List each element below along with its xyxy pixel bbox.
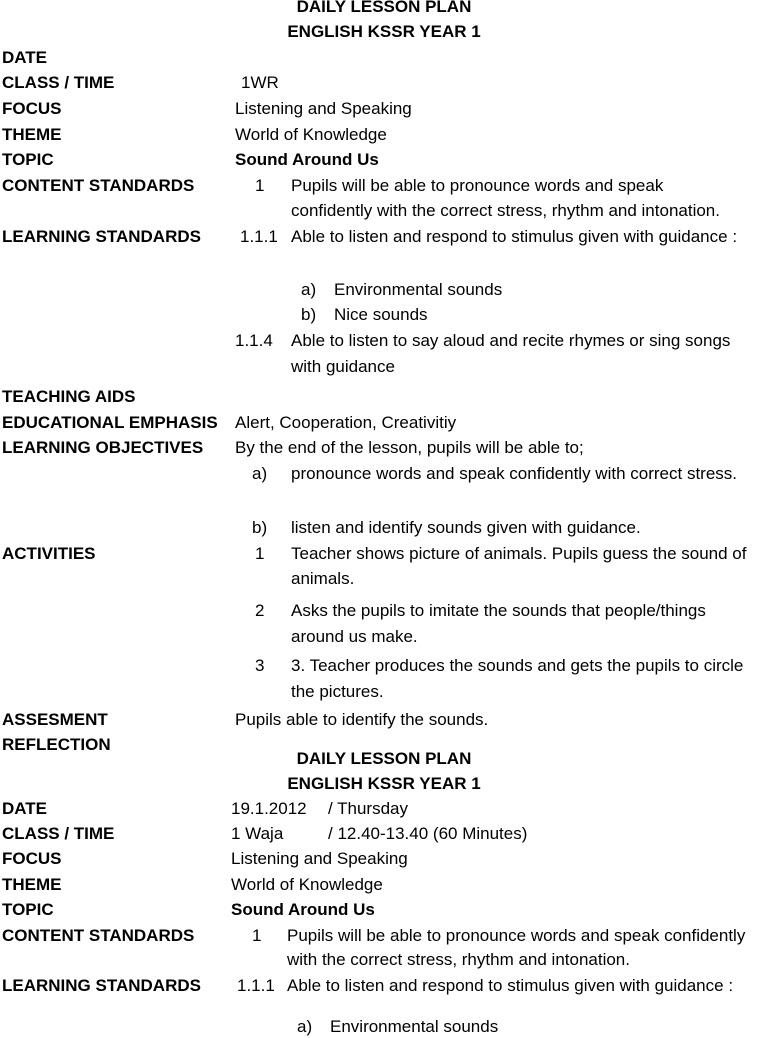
plan1-ls1-item-b: Nice sounds	[334, 305, 428, 324]
plan2-label-learning-standards: LEARNING STANDARDS	[2, 976, 201, 995]
plan1-ls2-number: 1.1.4	[235, 331, 273, 350]
plan2-label-topic: TOPIC	[2, 900, 54, 919]
plan1-activity-2-line2: around us make.	[291, 627, 418, 646]
plan1-objective-b-marker: b)	[252, 518, 268, 537]
plan1-label-learning-objectives: LEARNING OBJECTIVES	[2, 438, 204, 457]
plan1-label-assessment: ASSESMENT	[2, 710, 108, 729]
plan2-label-theme: THEME	[2, 875, 62, 894]
plan1-activity-3-line2: the pictures.	[291, 682, 384, 701]
plan1-class-time: 1WR	[241, 73, 279, 92]
plan2-date: 19.1.2012	[231, 799, 307, 818]
plan1-label-teaching-aids: TEACHING AIDS	[2, 387, 136, 406]
plan2-label-content-standards: CONTENT STANDARDS	[2, 926, 195, 945]
plan2-content-standard-line1: Pupils will be able to pronounce words and speak confidently	[287, 926, 746, 945]
plan1-focus: Listening and Speaking	[235, 99, 412, 118]
plan2-ls1-text: Able to listen and respond to stimulus given with guidance :	[287, 976, 734, 995]
plan1-objective-a: pronounce words and speak confidently with correct stress.	[291, 464, 738, 483]
plan1-label-date: DATE	[2, 48, 48, 67]
plan2-title: DAILY LESSON PLAN	[296, 749, 472, 768]
plan2-day: / Thursday	[328, 799, 409, 818]
plan2-label-class-time: CLASS / TIME	[2, 824, 115, 843]
plan2-time: / 12.40-13.40 (60 Minutes)	[328, 824, 528, 843]
plan1-objectives-intro: By the end of the lesson, pupils will be able to;	[235, 438, 584, 457]
plan1-label-educational-emphasis: EDUCATIONAL EMPHASIS	[2, 413, 218, 432]
plan1-content-standard-number: 1	[255, 176, 265, 195]
plan2-focus: Listening and Speaking	[231, 849, 408, 868]
plan1-label-theme: THEME	[2, 125, 62, 144]
plan2-topic: Sound Around Us	[231, 900, 375, 919]
plan1-label-topic: TOPIC	[2, 150, 54, 169]
plan1-activity-3-line1: 3. Teacher produces the sounds and gets the pupils to circle	[291, 656, 744, 675]
plan1-ls1-number: 1.1.1	[240, 227, 278, 246]
plan1-ls1-text: Able to listen and respond to stimulus given with guidance :	[291, 227, 738, 246]
plan1-ls1-item-a-marker: a)	[301, 280, 317, 299]
plan1-objective-a-marker: a)	[252, 464, 268, 483]
plan1-subtitle: ENGLISH KSSR YEAR 1	[287, 22, 481, 41]
plan1-activity-1-line2: animals.	[291, 569, 355, 588]
plan2-label-focus: FOCUS	[2, 849, 62, 868]
plan2-content-standard-line2: with the correct stress, rhythm and intonation.	[287, 950, 630, 969]
plan2-ls1-item-a: Environmental sounds	[330, 1017, 499, 1036]
plan1-ls2-line2: with guidance	[291, 357, 395, 376]
plan1-label-focus: FOCUS	[2, 99, 62, 118]
plan1-topic: Sound Around Us	[235, 150, 379, 169]
plan1-theme: World of Knowledge	[235, 125, 387, 144]
plan1-ls1-item-a: Environmental sounds	[334, 280, 503, 299]
plan1-educational-emphasis: Alert, Cooperation, Creativitiy	[235, 413, 457, 432]
plan2-subtitle: ENGLISH KSSR YEAR 1	[287, 774, 481, 793]
plan1-activity-1-number: 1	[255, 544, 265, 563]
plan2-class: 1 Waja	[231, 824, 284, 843]
plan2-ls1-item-a-marker: a)	[297, 1017, 313, 1036]
plan1-ls2-line1: Able to listen to say aloud and recite rhymes or sing songs	[291, 331, 731, 350]
plan2-theme: World of Knowledge	[231, 875, 383, 894]
plan1-objective-b: listen and identify sounds given with guidance.	[291, 518, 641, 537]
plan1-label-class-time: CLASS / TIME	[2, 73, 115, 92]
plan1-activity-3-number: 3	[255, 656, 265, 675]
plan2-content-standard-number: 1	[252, 926, 262, 945]
plan1-title: DAILY LESSON PLAN	[296, 0, 472, 16]
plan1-activity-1-line1: Teacher shows picture of animals. Pupils guess the sound of	[291, 544, 747, 563]
plan1-content-standard-line2: confidently with the correct stress, rhythm and intonation.	[291, 201, 720, 220]
plan1-activity-2-line1: Asks the pupils to imitate the sounds that people/things	[291, 601, 706, 620]
plan1-label-reflection: REFLECTION	[2, 735, 111, 754]
plan1-content-standard-line1: Pupils will be able to pronounce words and speak	[291, 176, 664, 195]
plan1-label-content-standards: CONTENT STANDARDS	[2, 176, 195, 195]
plan1-label-learning-standards: LEARNING STANDARDS	[2, 227, 201, 246]
plan2-ls1-number: 1.1.1	[237, 976, 275, 995]
plan1-activity-2-number: 2	[255, 601, 265, 620]
plan1-ls1-item-b-marker: b)	[301, 305, 317, 324]
plan1-label-activities: ACTIVITIES	[2, 544, 96, 563]
plan1-assessment: Pupils able to identify the sounds.	[235, 710, 489, 729]
plan2-label-date: DATE	[2, 799, 48, 818]
